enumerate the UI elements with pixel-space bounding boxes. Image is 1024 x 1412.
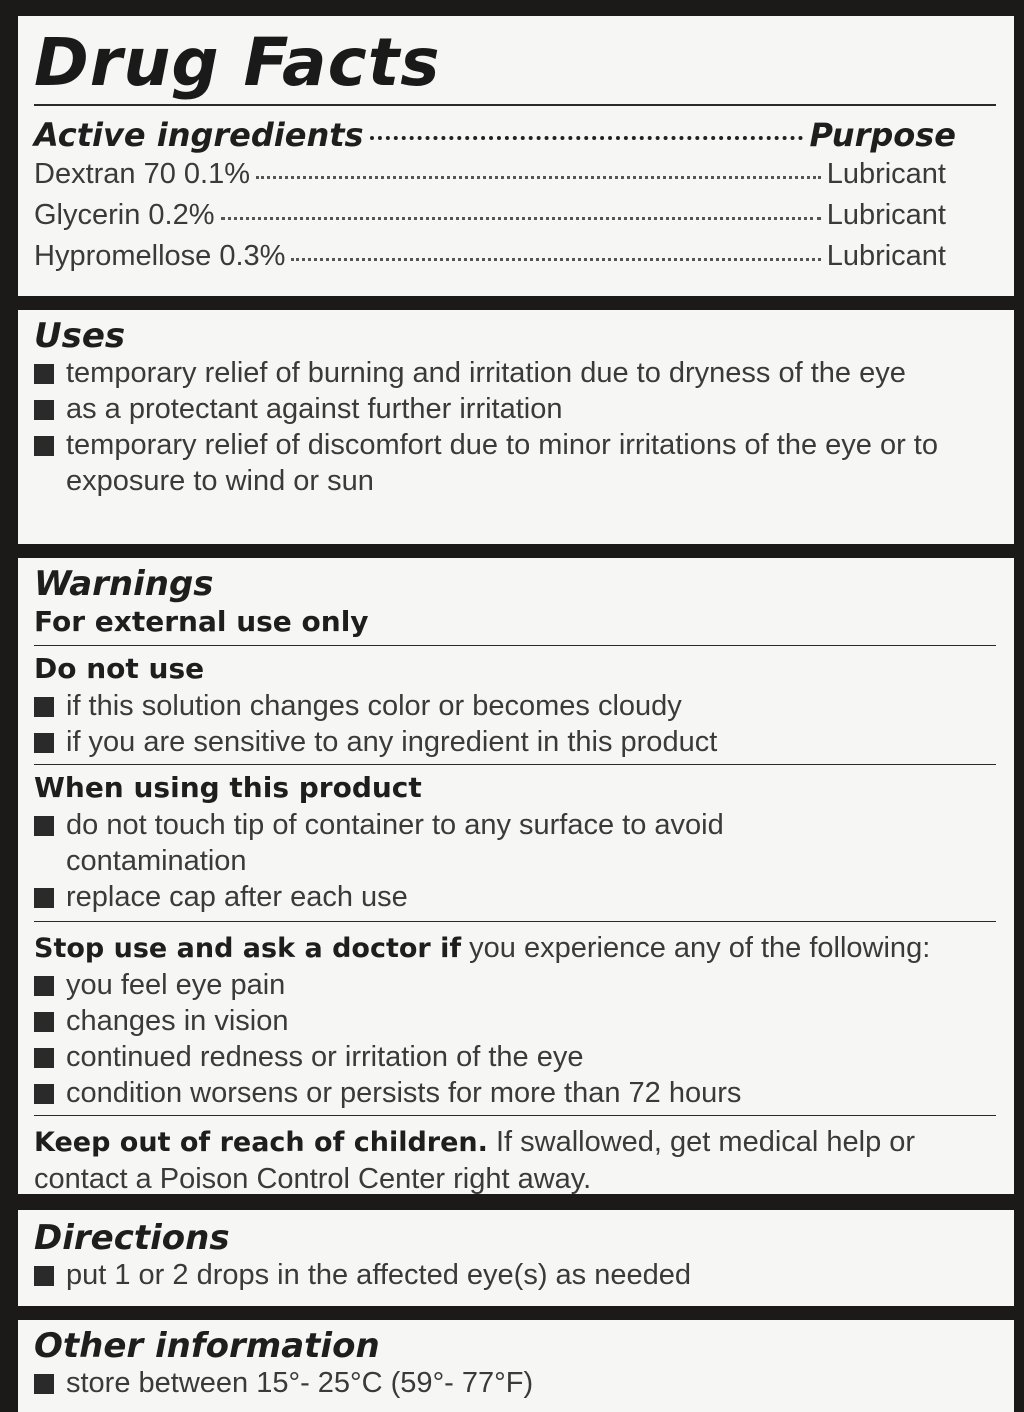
list-item: [34, 1365, 996, 1401]
list-item-text: as a protectant against further irritation: [66, 393, 563, 426]
leader-dots: [256, 176, 821, 179]
list-item-text: temporary relief of discomfort due to minor irritations of the eye or to exposure to wind or sun: [66, 429, 938, 498]
list-item: [34, 1003, 996, 1039]
bullet-square-icon: [34, 697, 54, 717]
directions-panel: [18, 1210, 1014, 1306]
stop-use-heading: Stop use and ask a doctor if: [34, 933, 462, 965]
list-item-text: if this solution changes color or becomes cloudy: [66, 690, 682, 723]
bullet-square-icon: [34, 888, 54, 908]
ingredient-row: [34, 236, 996, 277]
uses-panel: [18, 310, 1014, 544]
leader-dots: [221, 217, 821, 220]
uses-heading: Uses: [34, 316, 126, 356]
list-item: [34, 807, 996, 879]
keep-out-paragraph: [34, 1124, 996, 1197]
list-item: [34, 427, 996, 499]
divider: [34, 645, 996, 646]
stop-use-text: you experience any of the following:: [461, 932, 931, 965]
bullet-square-icon: [34, 364, 54, 384]
bullet-square-icon: [34, 1266, 54, 1286]
ingredient-purpose: Lubricant: [826, 240, 946, 272]
page-title: Drug Facts: [34, 24, 441, 101]
directions-heading: Directions: [34, 1218, 230, 1258]
keep-out-heading: Keep out of reach of children.: [34, 1127, 488, 1159]
list-item-text: you feel eye pain: [66, 969, 286, 1002]
bullet-square-icon: [34, 816, 54, 836]
list-item: [34, 1039, 996, 1075]
list-item: [34, 391, 996, 427]
leader-dots: [291, 258, 820, 261]
bullet-square-icon: [34, 1012, 54, 1032]
list-item-text: put 1 or 2 drops in the affected eye(s) as needed: [66, 1259, 691, 1292]
divider: [34, 764, 996, 765]
list-item: [34, 355, 996, 391]
ingredient-purpose: Lubricant: [826, 199, 946, 231]
list-item: [34, 1075, 996, 1111]
ingredient-name: Glycerin 0.2%: [34, 199, 215, 231]
keep-out-text: If swallowed, get medical help or contact a Poison Control Center right away.: [34, 1126, 916, 1196]
leader-dots: [370, 136, 804, 140]
ingredient-name: Hypromellose 0.3%: [34, 240, 286, 272]
active-ingredients-header: [34, 106, 996, 154]
bullet-square-icon: [34, 976, 54, 996]
list-item: [34, 688, 996, 724]
list-item-text: temporary relief of burning and irritation due to dryness of the eye: [66, 357, 906, 390]
ingredient-row: [34, 195, 996, 236]
warnings-heading: Warnings: [34, 564, 214, 604]
divider: [34, 1115, 996, 1116]
list-item-text: changes in vision: [66, 1005, 289, 1038]
list-item-text: do not touch tip of container to any surface to avoid contamination: [66, 809, 724, 878]
ingredient-purpose: Lubricant: [826, 158, 946, 190]
bullet-square-icon: [34, 436, 54, 456]
list-item: [34, 724, 996, 760]
purpose-heading: Purpose: [809, 116, 956, 154]
bullet-square-icon: [34, 1048, 54, 1068]
list-item-text: store between 15°- 25°C (59°- 77°F): [66, 1367, 534, 1400]
list-item-text: condition worsens or persists for more than 72 hours: [66, 1077, 742, 1110]
list-item: [34, 1257, 996, 1293]
bullet-square-icon: [34, 400, 54, 420]
warnings-panel: [18, 558, 1014, 1194]
other-information-heading: Other information: [34, 1326, 380, 1366]
list-item-text: continued redness or irritation of the eye: [66, 1041, 584, 1074]
ingredient-row: [34, 154, 996, 195]
stop-use-paragraph: [34, 930, 996, 967]
divider: [34, 921, 996, 922]
bullet-square-icon: [34, 1374, 54, 1394]
when-using-heading: When using this product: [34, 771, 422, 805]
list-item: [34, 967, 996, 1003]
bullet-square-icon: [34, 733, 54, 753]
drug-facts-panel: [18, 16, 1014, 296]
list-item: [34, 879, 996, 915]
external-use-heading: For external use only: [34, 605, 369, 639]
list-item-text: if you are sensitive to any ingredient in this product: [66, 726, 718, 759]
list-item-text: replace cap after each use: [66, 881, 408, 914]
other-information-panel: [18, 1320, 1014, 1412]
active-ingredients-heading: Active ingredients: [34, 116, 364, 154]
do-not-use-heading: Do not use: [34, 652, 205, 686]
bullet-square-icon: [34, 1084, 54, 1104]
ingredient-name: Dextran 70 0.1%: [34, 158, 251, 190]
